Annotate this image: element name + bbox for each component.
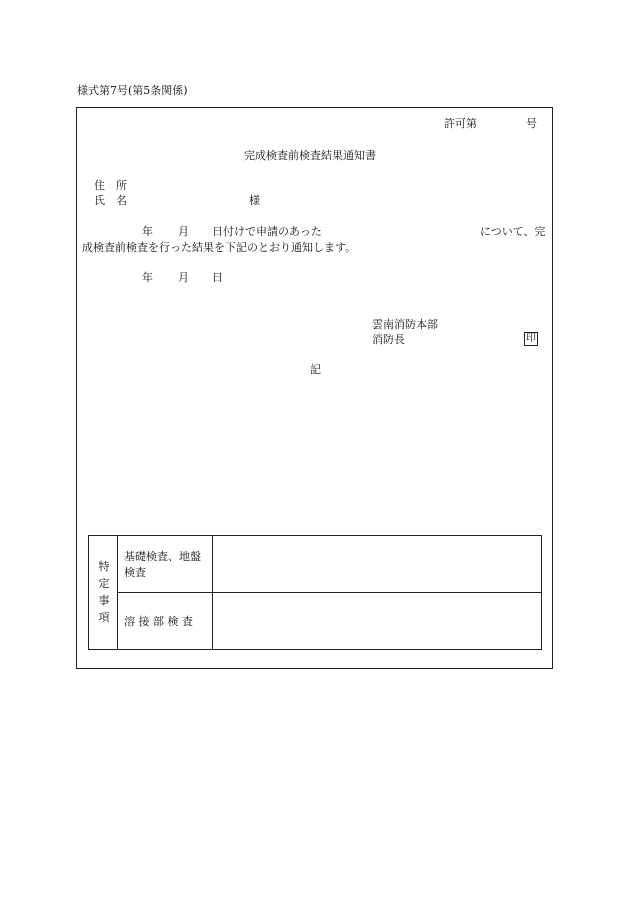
table-divider [117,592,541,593]
issuer-title: 消防長 [372,333,405,346]
body-line-2: 成検査前検査を行った結果を下記のとおり通知します。 [82,241,357,254]
body-regarding: について、完 [480,225,546,238]
honorific-sama: 様 [249,194,260,207]
notice-date-month: 月 [178,271,189,284]
permit-number-suffix: 号 [526,117,537,130]
weld-inspection-label: 溶 接 部 検 査 [124,615,193,628]
body-month: 月 [178,225,189,238]
name-label: 氏 名 [94,194,127,207]
issuer-organization: 雲南消防本部 [372,318,438,331]
document-title: 完成検査前検査結果通知書 [244,149,376,162]
notice-date-day: 日 [212,271,223,284]
body-year: 年 [142,225,153,238]
specific-items-label: 特 定 事 項 [98,560,110,624]
seal-stamp-mark: 印 [526,333,536,344]
permit-number-prefix: 許可第 [444,117,477,130]
inspection-table [88,535,542,650]
ki-heading: 記 [310,363,321,376]
notice-date-year: 年 [142,271,153,284]
body-date-text: 日付けで申請のあった [212,225,322,238]
form-number: 様式第7号(第5条関係) [77,84,188,97]
foundation-inspection-label: 基礎検査、地盤 検査 [124,550,201,579]
address-label: 住 所 [94,179,127,192]
